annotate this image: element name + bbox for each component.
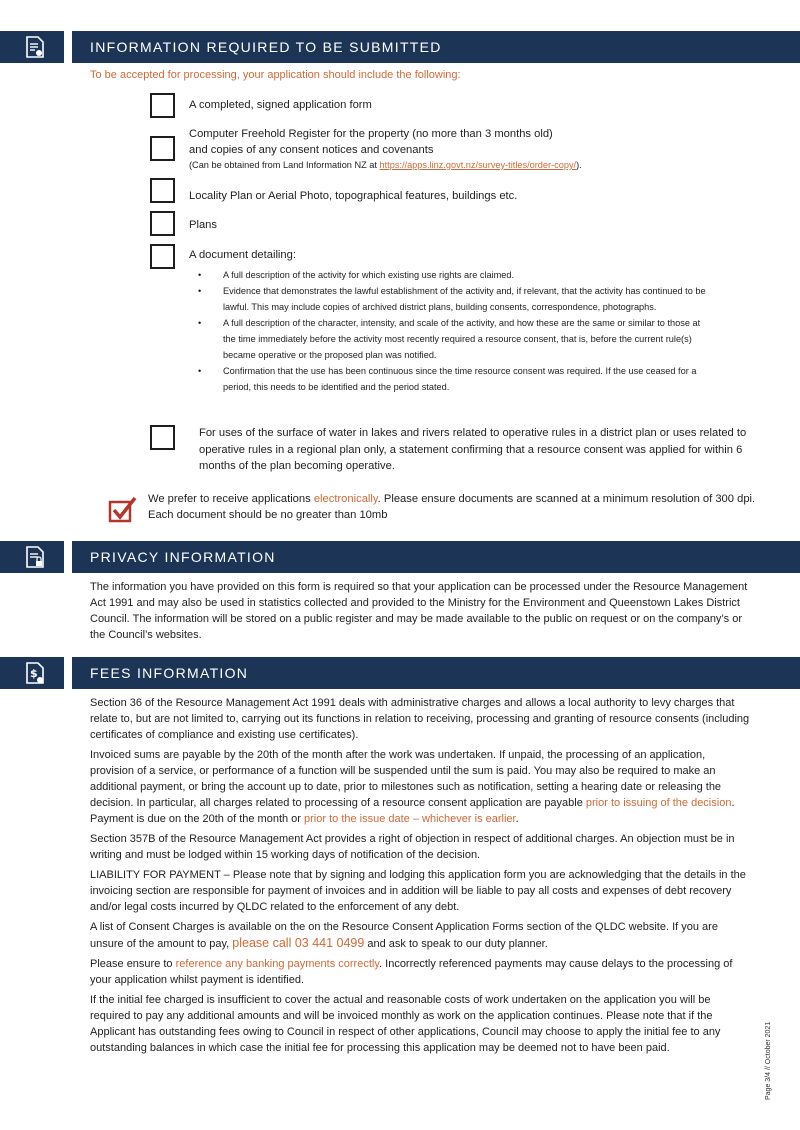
document-detailing-label: A document detailing:: [189, 249, 296, 261]
checklist-item-locality-plan: Locality Plan or Aerial Photo, topographical features, buildings etc.: [189, 190, 518, 202]
freehold-line-1: Computer Freehold Register for the property (no more than 3 months old): [189, 128, 553, 140]
section-title: FEES INFORMATION: [72, 657, 800, 689]
fees-paragraph: Section 357B of the Resource Management Act provides a right of objection in respect of additional charges. An objection must be in writing and must be lodged within 15 working days of notification of the decision.: [90, 833, 735, 861]
fees-p2-highlight-1: prior to issuing of the decision: [585, 797, 732, 809]
fees-p6-a: Please ensure to: [90, 958, 176, 970]
svg-text:$: $: [30, 667, 38, 680]
fees-paragraph: [90, 919, 750, 952]
section-icon-box: [0, 657, 64, 689]
fees-p5-a: A list of Consent Charges is available on the on the Resource Consent Application Forms section of the QLDC website. If you are unsure of the amount to pay,: [90, 921, 718, 950]
preference-line-2: Each document should be no greater than 10mb: [148, 508, 388, 521]
page-footer: Page 3/4 // October 2021: [765, 1021, 772, 1100]
checkbox-plans[interactable]: [150, 211, 175, 236]
freehold-note: [189, 158, 582, 174]
detail-bullet: • Evidence that demonstrates the lawful establishment of the activity and, if relevant, that the activity has continued to be lawful. This may include copies of archived district plans, building consents, correspondence, photographs.: [189, 283, 709, 315]
checkbox-locality-plan[interactable]: [150, 178, 175, 203]
detail-bullet: • Confirmation that the use has been continuous since the time resource consent was required. If the use ceased for a period, this needs to be identified and the period stated.: [189, 363, 709, 395]
freehold-note-pre: (Can be obtained from Land Information NZ at: [189, 160, 380, 170]
fees-p6-b: . Incorrectly referenced payments may cause delays to the processing of your application whilst payment is identified.: [90, 958, 733, 986]
fees-p6-highlight: reference any banking payments correctly: [175, 958, 380, 970]
checklist-item-application-form: A completed, signed application form: [189, 99, 372, 111]
fees-paragraph: Section 36 of the Resource Management Act 1991 deals with administrative charges and allows a local authority to levy charges that relate to, but are not limited to, carrying out its functions in relation to receiving, processing and granting of resource consents (including certificates of compliance and existing use certificates).: [90, 697, 750, 741]
fees-paragraph: [90, 747, 750, 827]
fees-paragraph: If the initial fee charged is insufficient to cover the actual and reasonable costs of work undertaken on the application you will be required to pay any additional amounts and will be invoiced monthly as work on the application continues. Please note that if the Applicant has outstanding fees owing to Council in respect of other applications, Council may choose to apply the initial fee to any outstanding balances in which case the initial fee for processing this application may be deemed not to have been paid.: [90, 994, 721, 1054]
document-lock-icon: [26, 546, 44, 568]
fees-p5-b: and ask to speak to our duty planner.: [364, 938, 548, 950]
preference-pre: We prefer to receive applications: [148, 493, 314, 505]
section-icon-box: [0, 31, 64, 63]
fees-p2-highlight-2: prior to the issue date – whichever is earlier: [304, 813, 516, 825]
dollar-document-icon: [26, 662, 44, 684]
freehold-line-2: and copies of any consent notices and covenants: [189, 143, 434, 156]
checklist-item-freehold-register: [189, 127, 582, 174]
electronic-preference-note: [148, 492, 768, 523]
fees-paragraph: [90, 956, 750, 988]
checkbox-application-form[interactable]: [150, 93, 175, 118]
section-title: INFORMATION REQUIRED TO BE SUBMITTED: [72, 31, 800, 63]
detail-bullet-list: [189, 267, 709, 395]
section-header-fees: [0, 657, 800, 689]
checkbox-freehold-register[interactable]: [150, 136, 175, 161]
checklist-item-plans: Plans: [189, 219, 217, 231]
fees-p2-a: Invoiced sums are payable by the 20th of the month after the work was undertaken. If unpaid, the processing of an application, provision of a service, or performance of a function will be suspended until the sum is paid. You may also be required to make an additional payment, or bring the account up to date, prior to milestones such as notification, setting a hearing date or releasing the decision. In particular, all charges related to processing of a resource consent application are payable: [90, 749, 722, 809]
fees-paragraph: LIABILITY FOR PAYMENT – Please note that by signing and lodging this application form you are acknowledging that the details in the invoicing section are responsible for payment of invoices and in addition will be liable to pay all costs and expenses of debt recovery and/or legal costs incurred by QLDC related to the enforcement of any debt.: [90, 869, 746, 913]
fees-body: [90, 695, 750, 1060]
checklist-item-water-uses: For uses of the surface of water in lakes and rivers related to operative rules in a district plan or uses related to operative rules in a regional plan only, a statement confirming that a resource consent was applied for within 6 months of the plan becoming operative.: [199, 427, 747, 472]
section-title: PRIVACY INFORMATION: [72, 541, 800, 573]
preference-highlight: electronically: [313, 493, 378, 505]
linz-link[interactable]: https://apps.linz.govt.nz/survey-titles/order-copy/: [379, 160, 577, 170]
checklist-item-document-detailing: [189, 248, 709, 395]
checkbox-water-uses[interactable]: [150, 425, 175, 450]
section-header-privacy: [0, 541, 800, 573]
freehold-note-post: ).: [576, 160, 582, 170]
fees-p2-b: . Payment is due on the 20th of the month or: [90, 797, 735, 825]
detail-bullet: • A full description of the character, intensity, and scale of the activity, and how these are the same or similar to those at the time immediately before the activity most recently required a resource consent, that is, before the current rule(s) became operative or the proposed plan was notified.: [189, 315, 709, 363]
preference-post: . Please ensure documents are scanned at a minimum resolution of 300 dpi.: [377, 493, 756, 505]
section-icon-box: [0, 541, 64, 573]
intro-text: To be accepted for processing, your application should include the following:: [90, 69, 461, 81]
document-icon: [26, 36, 44, 58]
phone-call-link[interactable]: please call 03 441 0499: [232, 936, 365, 950]
checked-box-icon: [108, 496, 138, 524]
preference-line-1: [148, 492, 768, 508]
checkbox-document-detailing[interactable]: [150, 244, 175, 269]
privacy-paragraph: The information you have provided on this form is required so that your application can be processed under the Resource Management Act 1991 and may also be used in statistics collected and provided to the Ministry for the Environment and Queenstown Lakes District Council. The information will be stored on a public register and may be made available to the public on request or on the company’s or the Council’s websites.: [90, 581, 748, 641]
section-header-info-required: [0, 31, 800, 63]
detail-bullet: • A full description of the activity for which existing use rights are claimed.: [189, 267, 709, 283]
fees-p2-c: .: [515, 813, 519, 825]
